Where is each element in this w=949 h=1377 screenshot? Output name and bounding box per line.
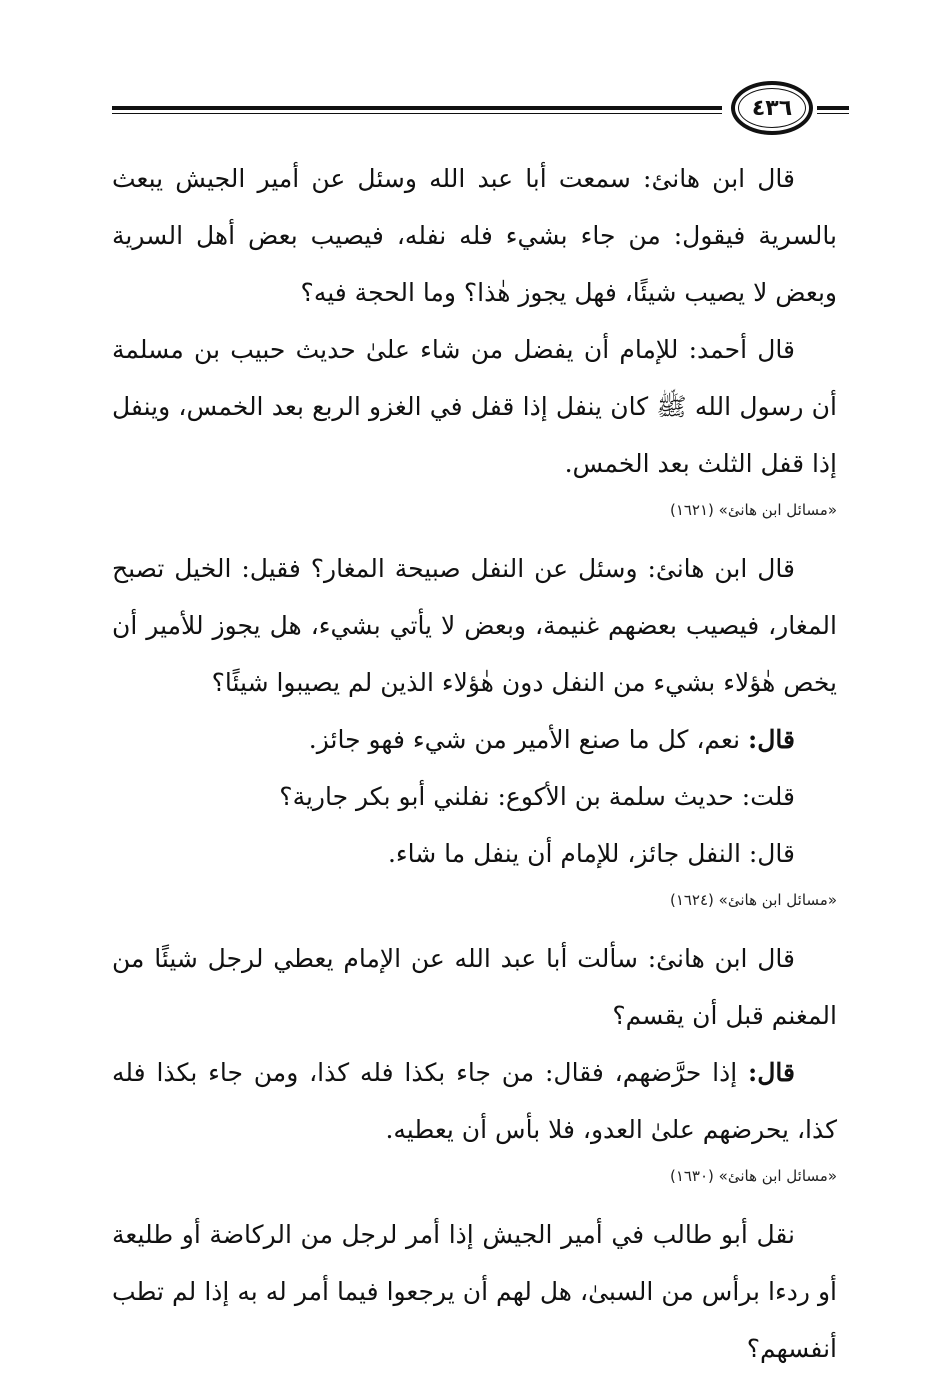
answer-text-3: إذا حرَّضهم، فقال: من جاء بكذا فله كذا، ومن جاء بكذا فله كذا، يحرضهم علىٰ العدو، فلا بأس أن يعطيه. <box>112 1058 837 1144</box>
paragraph-answer-1: قال أحمد: للإمام أن يفضل من شاء علىٰ حديث حبيب بن مسلمة أن رسول الله ﷺ كان ينفل إذا قفل في الغزو الربع بعد الخمس، وينفل إذا قفل الثلث بعد الخمس. <box>112 335 837 478</box>
dialogue-label-3: قال: <box>748 839 795 868</box>
dialogue-text-1: نعم، كل ما صنع الأمير من شيء فهو جائز. <box>308 725 749 754</box>
paragraph-answer-3 <box>112 1044 837 1158</box>
header-rule-thin <box>112 113 722 114</box>
dialogue-label-2: قلت: <box>741 782 795 811</box>
paragraph-question-1: قال ابن هانئ: سمعت أبا عبد الله وسئل عن أمير الجيش يبعث بالسرية فيقول: من جاء بشيء فله نفله، فيصيب بعض أهل السرية وبعض لا يصيب شيئًا، فهل يجوز هٰذا؟ وما الحجة فيه؟ <box>112 164 837 307</box>
header-rule-right-thick <box>817 106 849 110</box>
paragraph-question-2: قال ابن هانئ: وسئل عن النفل صبيحة المغار؟ فقيل: الخيل تصبح المغار، فيصيب بعضهم غنيمة، وبعض لا يأتي بشيء، هل يجوز للأمير أن يخص هٰؤلاء بشيء من النفل دون هٰؤلاء الذين لم يصيبوا شيئًا؟ <box>112 554 837 697</box>
dialogue-label-1: قال: <box>748 725 795 754</box>
citation-2: «مسائل ابن هانئ» (١٦٢٤) <box>669 891 837 909</box>
citation-1: «مسائل ابن هانئ» (١٦٢١) <box>669 501 837 519</box>
answer-label-3: قال: <box>748 1058 795 1087</box>
page-header <box>112 78 849 138</box>
paragraph-question-3: قال ابن هانئ: سألت أبا عبد الله عن الإمام يعطي لرجل شيئًا من المغنم قبل أن يقسم؟ <box>112 944 837 1030</box>
dialogue-text-2: حديث سلمة بن الأكوع: نفلني أبو بكر جارية؟ <box>279 782 742 811</box>
dialogue-line-1 <box>112 711 837 768</box>
citation-3: «مسائل ابن هانئ» (١٦٣٠) <box>669 1167 837 1185</box>
page-number-badge <box>731 81 813 135</box>
paragraph-question-4: نقل أبو طالب في أمير الجيش إذا أمر لرجل من الركاضة أو طليعة أو ردءا برأس من السبىٰ، هل لهم أن يرجعوا فيما أمر له به إذا لم تطب أنفسهم؟ <box>112 1220 837 1363</box>
page-body <box>112 150 837 1377</box>
header-rule-right-thin <box>817 113 849 114</box>
dialogue-line-2 <box>112 768 837 825</box>
page-number: ٤٣٦ <box>751 95 793 121</box>
header-rule-thick <box>112 106 722 110</box>
dialogue-line-3 <box>112 825 837 882</box>
dialogue-text-3: النفل جائز، للإمام أن ينفل ما شاء. <box>387 839 749 868</box>
